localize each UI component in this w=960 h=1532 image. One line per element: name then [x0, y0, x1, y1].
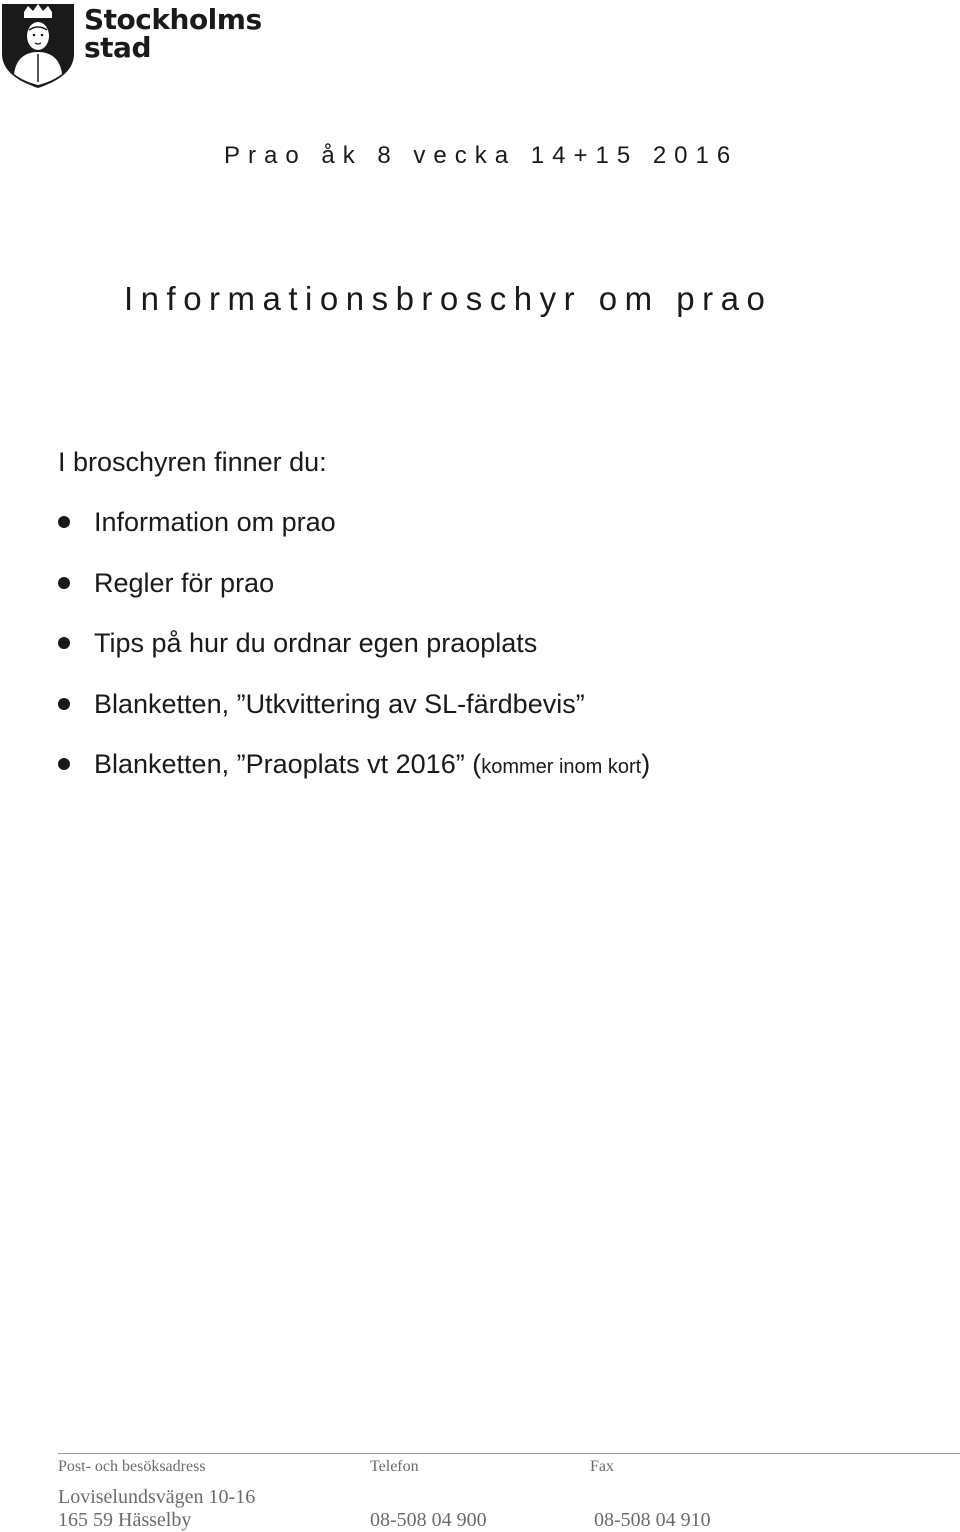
- document-subtitle: Prao åk 8 vecka 14+15 2016: [224, 142, 739, 169]
- list-item: [58, 626, 650, 687]
- list-item: [58, 747, 650, 808]
- list-item-text: Information om prao: [94, 507, 336, 537]
- list-item-text: Regler för prao: [94, 567, 275, 598]
- stockholms-stad-logo: [0, 0, 270, 92]
- list-item: [58, 687, 650, 748]
- fax-label: Fax: [590, 1458, 614, 1475]
- address-label: Post- och besöksadress: [58, 1458, 206, 1475]
- list-item: [58, 566, 650, 627]
- logo-line-1: Stockholms: [84, 3, 262, 36]
- phone-label: Telefon: [370, 1458, 419, 1475]
- logo-line-2: stad: [84, 31, 151, 64]
- list-item-text: Blanketten, ”Praoplats vt 2016” (: [94, 749, 482, 779]
- list-item-note: kommer inom kort: [481, 756, 642, 778]
- bullet-icon: [58, 758, 70, 770]
- list-item-text: Blanketten, ”Utkvittering av SL-färdbevis”: [94, 688, 585, 719]
- bullet-icon: [58, 577, 70, 589]
- address-line-2: 165 59 Hässelby: [58, 1509, 192, 1531]
- fax-number: 08-508 04 910: [594, 1509, 711, 1531]
- list-item: [58, 505, 650, 566]
- city-shield-icon: [0, 2, 76, 90]
- list-item-text-end: ): [641, 749, 651, 779]
- contents-list: [58, 505, 650, 808]
- footer-divider: [58, 1453, 960, 1454]
- bullet-icon: [58, 637, 70, 649]
- list-item-text: Tips på hur du ordnar egen praoplats: [94, 628, 538, 658]
- address-line-1: Loviselundsvägen 10-16: [58, 1486, 256, 1508]
- phone-number: 08-508 04 900: [370, 1509, 487, 1531]
- logo-wordmark: [84, 3, 262, 64]
- bullet-icon: [58, 516, 70, 528]
- intro-text: I broschyren finner du:: [58, 447, 327, 477]
- document-title: Informationsbroschyr om prao: [124, 280, 773, 317]
- bullet-icon: [58, 698, 70, 710]
